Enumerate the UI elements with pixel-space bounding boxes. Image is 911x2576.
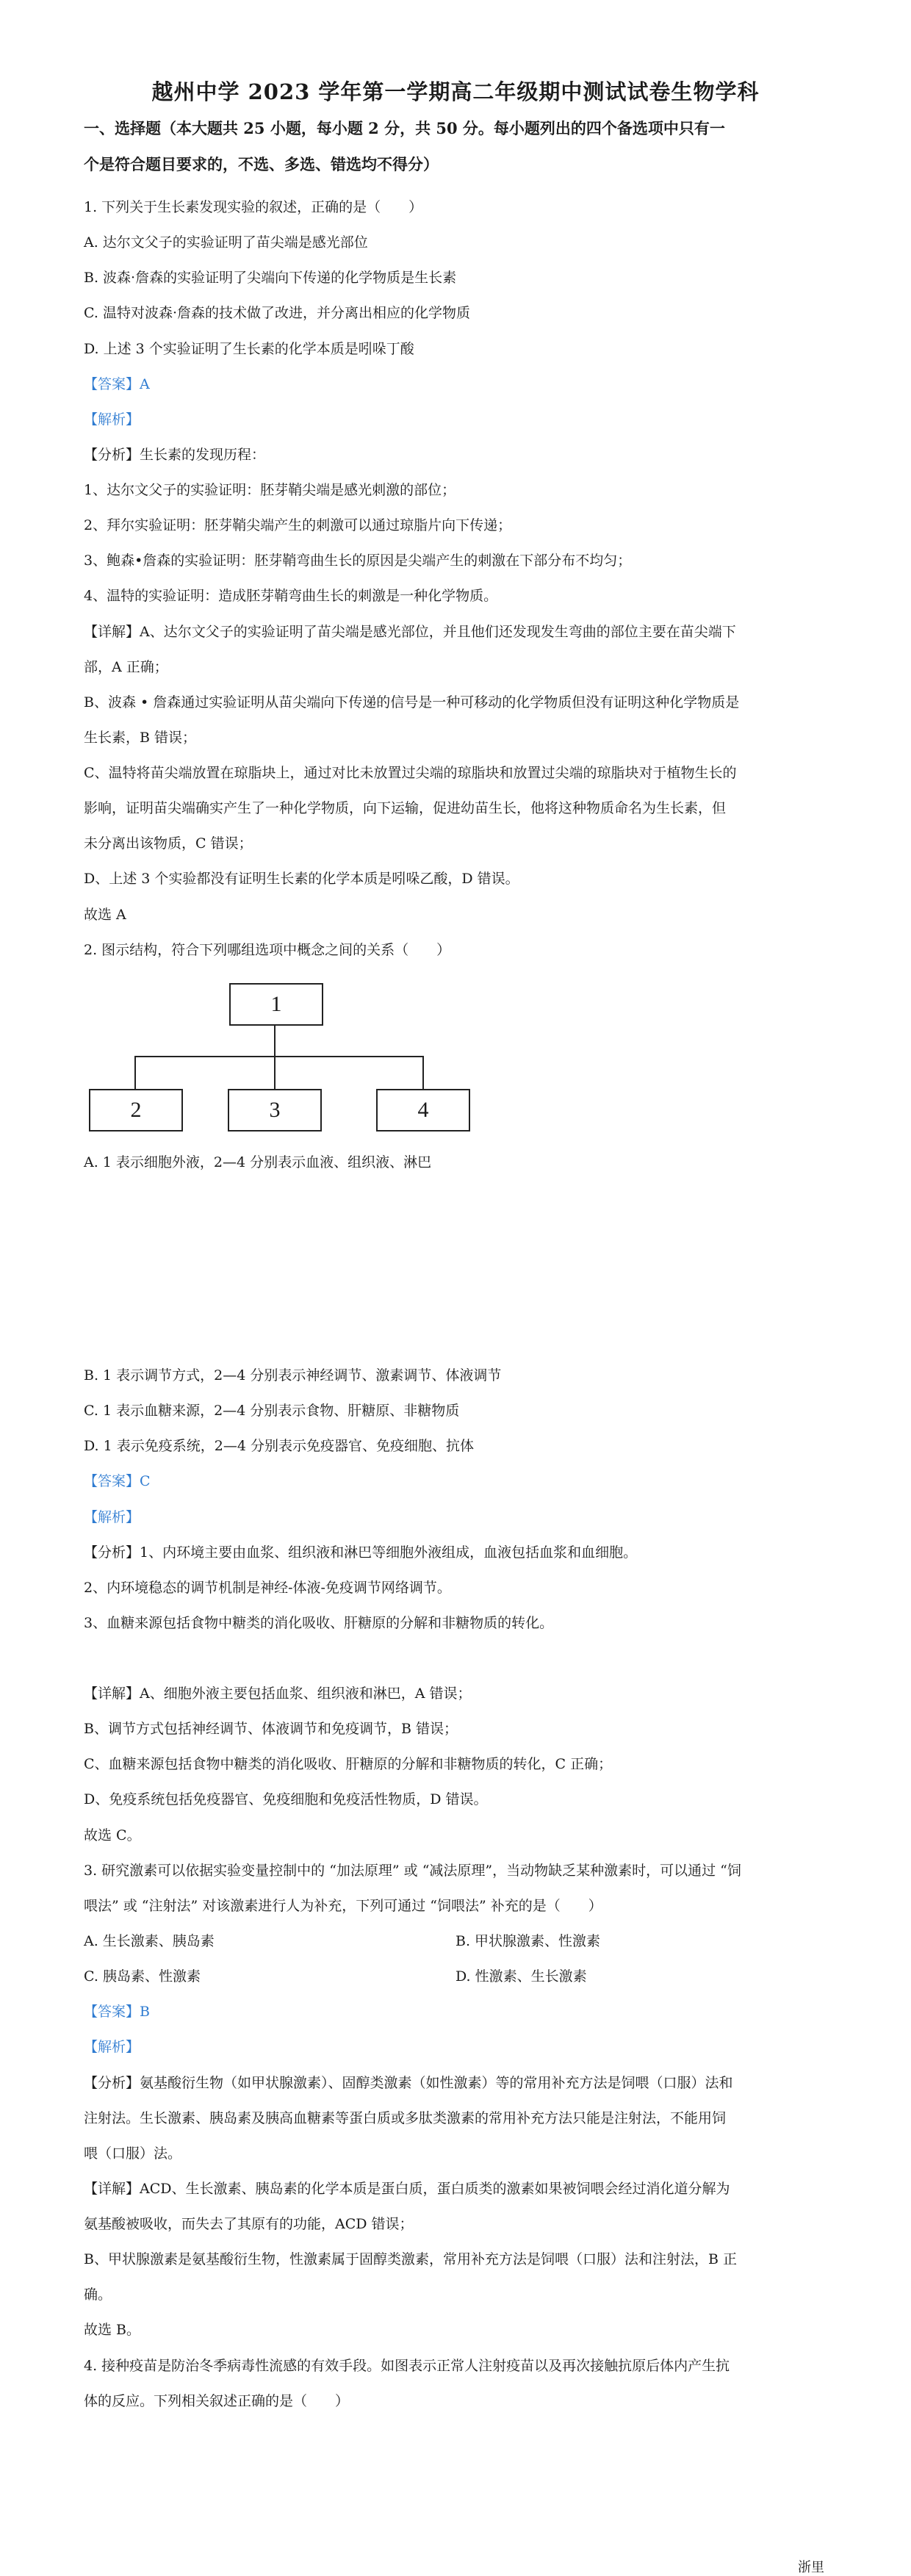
section-heading-line-2: 个是符合题目要求的，不选、多选、错选均不得分） [84, 155, 439, 173]
q1-answer: 【答案】A [84, 376, 150, 392]
q2-detail-line: B、调节方式包括神经调节、体液调节和免疫调节，B 错误； [84, 1721, 458, 1737]
q1-analysis-line: 【详解】A、达尔文父子的实验证明了苗尖端是感光部位，并且他们还发现发生弯曲的部位主要在苗尖端下 [84, 624, 736, 640]
q3-option-a: A. 生长激素、胰岛素 [84, 1933, 215, 1949]
q3-option-b: B. 甲状腺激素、性激素 [455, 1933, 601, 1949]
q1-analysis-line: D、上述 3 个实验都没有证明生长素的化学本质是吲哚乙酸，D 错误。 [84, 871, 519, 887]
diagram-connector [422, 1056, 424, 1089]
q1-option-d: D. 上述 3 个实验证明了生长素的化学本质是吲哚丁酸 [84, 341, 414, 357]
q3-option-d: D. 性激素、生长激素 [455, 1968, 587, 1985]
q1-analysis-line: B、波森 • 詹森通过实验证明从苗尖端向下传递的信号是一种可移动的化学物质但没有证明这种化学物质是 [84, 694, 740, 710]
diagram-box-child: 3 [228, 1089, 322, 1132]
diagram-connector [274, 1056, 276, 1089]
diagram-connector [134, 1056, 424, 1057]
q3-answer: 【答案】B [84, 2004, 150, 2020]
q1-analysis-tag: 【解析】 [84, 411, 140, 428]
q2-option-d: D. 1 表示免疫系统，2—4 分别表示免疫器官、免疫细胞、抗体 [84, 1438, 474, 1454]
q2-analysis-line: 【分析】1、内环境主要由血浆、组织液和淋巴等细胞外液组成，血液包括血浆和血细胞。 [84, 1544, 638, 1561]
q2-option-a: A. 1 表示细胞外液，2—4 分别表示血液、组织液、淋巴 [84, 1154, 432, 1170]
q3-analysis-line: 【分析】氨基酸衍生物（如甲状腺激素）、固醇类激素（如性激素）等的常用补充方法是饲喂（口服）法和 [84, 2075, 733, 2091]
q3-stem-line-1: 3. 研究激素可以依据实验变量控制中的 “加法原理” 或 “减法原理”，当动物缺乏某种激素时，可以通过 “饲 [84, 1863, 741, 1879]
page-footer: 浙里 [798, 2560, 824, 2575]
q2-answer: 【答案】C [84, 1473, 151, 1489]
q1-analysis-line: 生长素，B 错误； [84, 730, 197, 746]
q1-stem: 1. 下列关于生长素发现实验的叙述，正确的是（ ） [84, 199, 423, 215]
page-title: 越州中学 2023 学年第一学期高二年级期中测试试卷生物学科 [151, 79, 760, 104]
q1-analysis-line: 2、拜尔实验证明：胚芽鞘尖端产生的刺激可以通过琼脂片向下传递； [84, 517, 512, 533]
q4-stem-line-1: 4. 接种疫苗是防治冬季病毒性流感的有效手段。如图表示正常人注射疫苗以及再次接触抗原后体内产生抗 [84, 2358, 730, 2374]
q3-analysis-line: 【详解】ACD、生长激素、胰岛素的化学本质是蛋白质，蛋白质类的激素如果被饲喂会经过消化道分解为 [84, 2181, 730, 2197]
q1-analysis-line: 未分离出该物质，C 错误； [84, 835, 253, 852]
q2-stem: 2. 图示结构，符合下列哪组选项中概念之间的关系（ ） [84, 942, 451, 958]
q3-analysis-tag: 【解析】 [84, 2039, 140, 2055]
q1-analysis-line: 4、温特的实验证明：造成胚芽鞘弯曲生长的刺激是一种化学物质。 [84, 588, 498, 604]
q1-analysis-line: 部，A 正确； [84, 659, 168, 675]
q3-analysis-line: 喂（口服）法。 [84, 2145, 182, 2162]
q1-option-c: C. 温特对波森·詹森的技术做了改进，并分离出相应的化学物质 [84, 305, 470, 321]
diagram-connector [134, 1056, 136, 1089]
diagram-box-top: 1 [229, 983, 323, 1026]
diagram-connector [274, 1024, 276, 1057]
q2-analysis-line: 2、内环境稳态的调节机制是神经-体液-免疫调节网络调节。 [84, 1580, 451, 1596]
q1-analysis-line: C、温特将苗尖端放置在琼脂块上，通过对比未放置过尖端的琼脂块和放置过尖端的琼脂块对于植物生长的 [84, 765, 737, 781]
q2-option-c: C. 1 表示血糖来源，2—4 分别表示食物、肝糖原、非糖物质 [84, 1403, 460, 1419]
q3-analysis-line: B、甲状腺激素是氨基酸衍生物，性激素属于固醇类激素，常用补充方法是饲喂（口服）法和注射法，B 正 [84, 2251, 737, 2267]
q2-option-b: B. 1 表示调节方式，2—4 分别表示神经调节、激素调节、体液调节 [84, 1367, 502, 1384]
q3-analysis-line: 注射法。生长激素、胰岛素及胰高血糖素等蛋白质或多肽类激素的常用补充方法只能是注射法，不能用饲 [84, 2110, 727, 2126]
q1-analysis-line: 3、鲍森•詹森的实验证明：胚芽鞘弯曲生长的原因是尖端产生的刺激在下部分布不均匀； [84, 553, 632, 569]
diagram-box-child: 4 [376, 1089, 470, 1132]
q2-analysis-tag: 【解析】 [84, 1509, 140, 1525]
q1-option-a: A. 达尔文父子的实验证明了苗尖端是感光部位 [84, 234, 368, 251]
q3-option-c: C. 胰岛素、性激素 [84, 1968, 201, 1985]
q2-detail-line: D、免疫系统包括免疫器官、免疫细胞和免疫活性物质，D 错误。 [84, 1791, 488, 1807]
q1-analysis-line: 故选 A [84, 907, 126, 923]
section-heading-line-1: 一、选择题（本大题共 25 小题，每小题 2 分，共 50 分。每小题列出的四个备选项中只有一 [84, 119, 725, 137]
diagram-box-child: 2 [89, 1089, 183, 1132]
q2-analysis-line: 3、血糖来源包括食物中糖类的消化吸收、肝糖原的分解和非糖物质的转化。 [84, 1615, 554, 1631]
q3-analysis-line: 确。 [84, 2287, 112, 2303]
q4-stem-line-2: 体的反应。下列相关叙述正确的是（ ） [84, 2393, 350, 2409]
q3-analysis-line: 氨基酸被吸收，而失去了其原有的功能，ACD 错误； [84, 2216, 414, 2232]
q1-analysis-line: 1、达尔文父子的实验证明：胚芽鞘尖端是感光刺激的部位； [84, 482, 456, 498]
q1-option-b: B. 波森·詹森的实验证明了尖端向下传递的化学物质是生长素 [84, 270, 457, 286]
q3-analysis-line: 故选 B。 [84, 2322, 141, 2338]
q3-stem-line-2: 喂法” 或 “注射法” 对该激素进行人为补充，下列可通过 “饲喂法” 补充的是（ ） [84, 1898, 602, 1914]
q1-analysis-line: 【分析】生长素的发现历程： [84, 447, 266, 463]
q2-detail-line: 【详解】A、细胞外液主要包括血浆、组织液和淋巴，A 错误； [84, 1685, 472, 1702]
q2-detail-line: C、血糖来源包括食物中糖类的消化吸收、肝糖原的分解和非糖物质的转化，C 正确； [84, 1756, 613, 1772]
q2-detail-line: 故选 C。 [84, 1827, 141, 1843]
q1-analysis-line: 影响，证明苗尖端确实产生了一种化学物质，向下运输，促进幼苗生长，他将这种物质命名为生长素，但 [84, 800, 727, 816]
